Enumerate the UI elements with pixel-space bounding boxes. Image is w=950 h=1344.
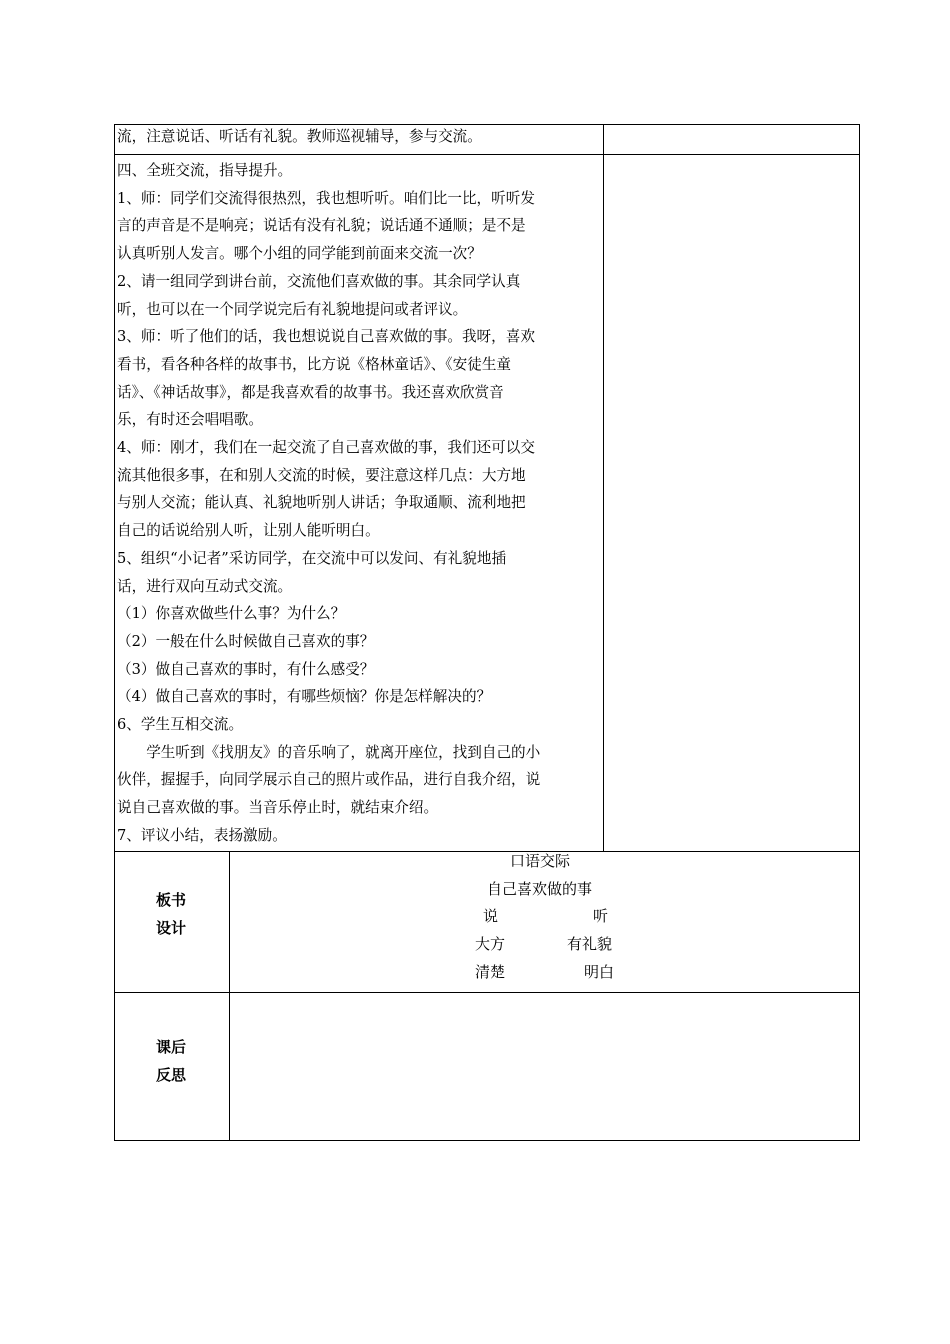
row-first-text: 流，注意说话、听话有礼貌。教师巡视辅导，参与交流。 — [117, 128, 482, 145]
board-left-1: 大方 — [475, 935, 506, 953]
content-line: 3、师：听了他们的话，我也想说说自己喜欢做的事。我呀，喜欢 — [117, 328, 535, 346]
content-line: 6、学生互相交流。 — [117, 716, 244, 734]
board-right-1: 有礼貌 — [567, 935, 613, 953]
content-line: 认真听别人发言。哪个小组的同学能到前面来交流一次？ — [117, 245, 482, 263]
board-label-line1: 板书 — [155, 891, 186, 909]
row-divider-2 — [114, 851, 860, 852]
board-left-header: 说 — [483, 907, 499, 925]
content-line: 话，进行双向互动式交流。 — [117, 577, 293, 595]
content-line: 话》、《神话故事》，都是我喜欢看的故事书。我还喜欢欣赏音 — [117, 383, 504, 401]
content-line: 与别人交流；能认真、礼貌地听别人讲话；争取通顺、流利地把 — [117, 494, 526, 512]
content-line: 学生听到《找朋友》的音乐响了，就离开座位，找到自己的小 — [117, 743, 541, 761]
content-line: 1、师：同学们交流得很热烈，我也想听听。咱们比一比，听听发 — [117, 189, 535, 207]
content-line: （4）做自己喜欢的事时，有哪些烦恼？你是怎样解决的？ — [117, 688, 492, 706]
content-line: 自己的话说给别人听，让别人能听明白。 — [117, 522, 380, 540]
content-line: （1）你喜欢做些什么事？为什么？ — [117, 605, 346, 623]
content-line: 4、师：刚才，我们在一起交流了自己喜欢做的事，我们还可以交 — [117, 439, 535, 457]
content-line: 看书，看各种各样的故事书，比方说《格林童话》、《安徒生童 — [117, 355, 512, 373]
content-line: 言的声音是不是响亮；说话有没有礼貌；说话通不通顺；是不是 — [117, 217, 526, 235]
content-line: 乐，有时还会唱唱歌。 — [117, 411, 263, 429]
content-line: 2、请一组同学到讲台前，交流他们喜欢做的事。其余同学认真 — [117, 272, 521, 290]
board-left-2: 清楚 — [475, 963, 506, 981]
content-line: 伙伴，握握手，向同学展示自己的照片或作品，进行自我介绍，说 — [117, 771, 541, 789]
content-line: 说自己喜欢做的事。当音乐停止时，就结束介绍。 — [117, 799, 439, 817]
board-label-line2: 设计 — [155, 919, 186, 937]
content-line: 7、评议小结，表扬激励。 — [117, 826, 287, 844]
board-title: 口语交际 — [510, 852, 571, 870]
reflection-content[interactable] — [232, 996, 856, 1138]
board-design-label — [114, 886, 229, 942]
notes-column-divider — [603, 124, 604, 852]
reflection-label-line2: 反思 — [155, 1066, 186, 1084]
label-column-divider — [229, 851, 230, 1141]
board-subtitle: 自己喜欢做的事 — [487, 880, 593, 898]
board-right-header: 听 — [593, 907, 609, 925]
content-line: （3）做自己喜欢的事时，有什么感受？ — [117, 660, 375, 678]
row-divider-3 — [114, 992, 860, 993]
reflection-label — [114, 1033, 229, 1089]
content-line: 四、全班交流，指导提升。 — [117, 162, 293, 179]
reflection-label-line1: 课后 — [155, 1038, 186, 1056]
content-line: 5、组织“小记者”采访同学，在交流中可以发问、有礼貌地插 — [117, 549, 507, 567]
board-right-2: 明白 — [584, 963, 615, 981]
content-line: 听，也可以在一个同学说完后有礼貌地提问或者评议。 — [117, 300, 468, 318]
content-line: 流其他很多事，在和别人交流的时候，要注意这样几点：大方地 — [117, 466, 526, 484]
main-row-content — [117, 157, 601, 850]
content-line: （2）一般在什么时候做自己喜欢的事？ — [117, 632, 375, 650]
row-divider-1 — [114, 154, 860, 155]
